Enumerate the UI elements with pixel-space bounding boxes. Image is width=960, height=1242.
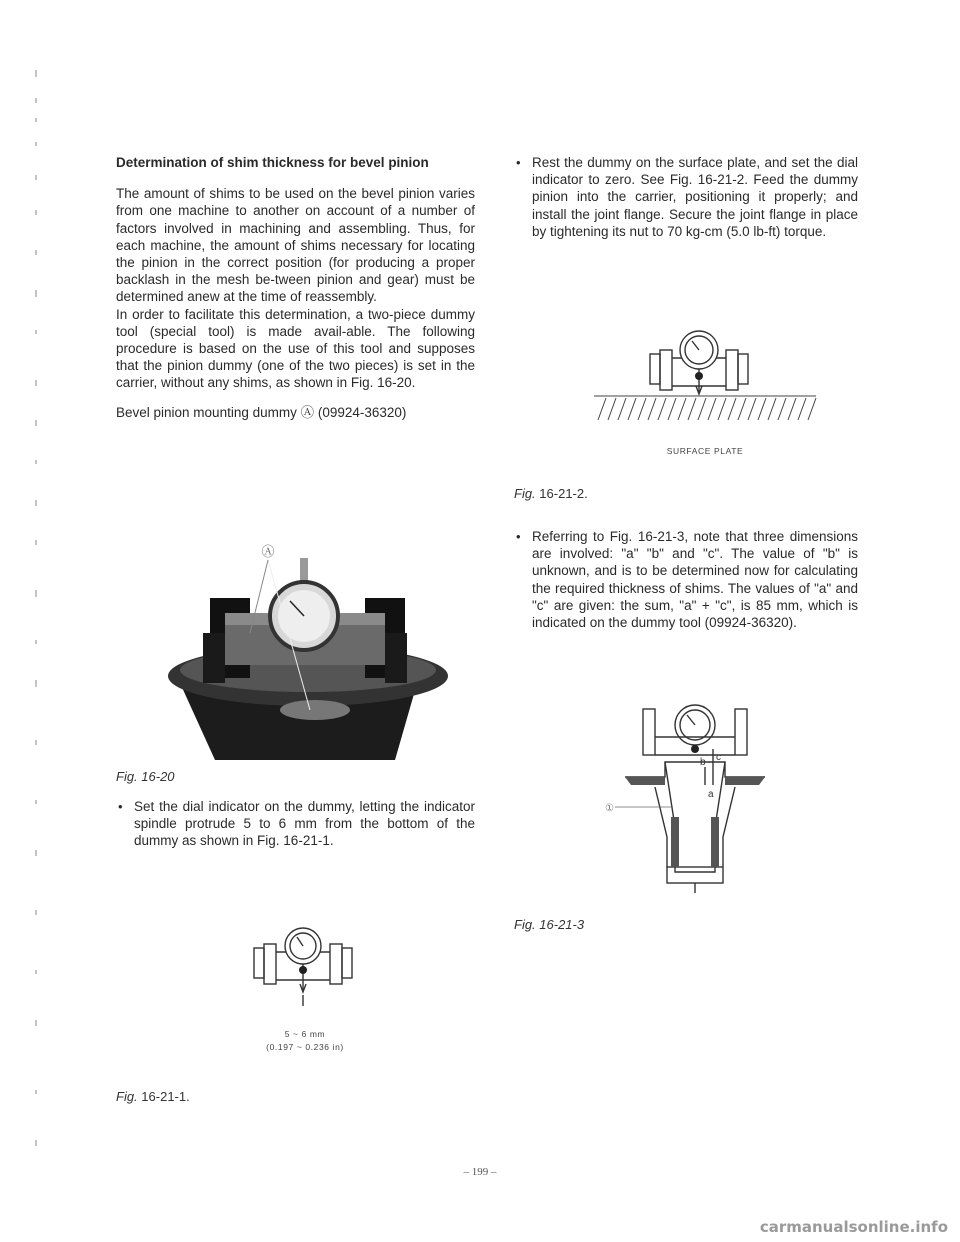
caption-prefix: Fig. [116,1089,138,1104]
dim-label-c: c [716,752,721,763]
fig-16-21-2-diagram [590,322,820,432]
fig-16-21-1-dim-mm: 5 ~ 6 mm [284,1029,326,1039]
procedure-paragraph: In order to facilitate this determination, a two-piece dummy tool (special tool) is made avail-able. The following procedure is based on the use of this tool and supposes that the pinion dummy (one of the two pieces) is set in the carrier, without any shims, as shown in Fig. 16-20. [116,306,475,391]
section-heading: Determination of shim thickness for bevel pinion [116,155,429,170]
fig-16-20-photo [140,538,460,760]
left-bullet-block [116,798,475,850]
caption-number: 16-21-2. [539,486,588,501]
fig-16-21-1-dim-in: (0.197 ~ 0.236 in) [266,1042,344,1052]
caption-number: 16-21-1. [141,1089,190,1104]
bullet-rest-dummy: • Rest the dummy on the surface plate, and set the dial indicator to zero. See Fig. 16-21-2. Feed the dummy pinion into the carrier, positioning it properly; and install the joint flange. Secure the joint flange in place by tightening its nut to 70 kg-cm (5.0 lb-ft) torque. [514,154,858,240]
page-number: – 199 – [463,1166,497,1178]
photo-callout-a: Ⓐ [261,544,275,559]
fig-16-21-1-diagram [240,920,370,1032]
dim-label-a: a [708,789,714,800]
fig-16-21-3-diagram [595,697,795,895]
left-column [116,154,475,421]
watermark-footer[interactable]: carmanualsonline.info [759,1218,948,1236]
right-column-bottom [514,528,858,631]
right-column-top [514,154,858,240]
callout-1: ① [605,803,614,814]
tool-line: Bevel pinion mounting dummy Ⓐ (09924-36320) [116,404,407,420]
bullet-dimensions: • Referring to Fig. 16-21-3, note that three dimensions are involved: "a" "b" and "c". The value of "b" is unknown, and is to be determined now for calculating the required thickness of shims. The values of "a" and "c" are given: the sum, "a" + "c", is 85 mm, which is indicated on the dummy tool (09924-36320). [514,528,858,631]
fig-16-20-caption: Fig. 16-20 [116,769,175,784]
surface-plate-label: SURFACE PLATE [666,446,744,456]
fig-16-21-1-caption [116,1089,190,1104]
fig-16-21-2-caption [514,486,588,501]
scan-margin-marks [30,60,42,1200]
bullet-set-dial: • Set the dial indicator on the dummy, letting the indicator spindle protrude 5 to 6 mm from the bottom of the dummy as shown in Fig. 16-21-1. [116,798,475,850]
fig-16-21-3-caption: Fig. 16-21-3 [514,917,585,932]
dim-label-b: b [700,757,706,768]
intro-paragraph: The amount of shims to be used on the bevel pinion varies from one machine to another on account of a number of factors involved in machining and assembling. Thus, for each machine, the amount of shims necessary for locating the pinion in the correct position (for producing a proper backlash in the mesh be-tween pinion and gear) must be determined anew at the time of reassembly. [116,186,475,305]
caption-prefix: Fig. [514,486,536,501]
